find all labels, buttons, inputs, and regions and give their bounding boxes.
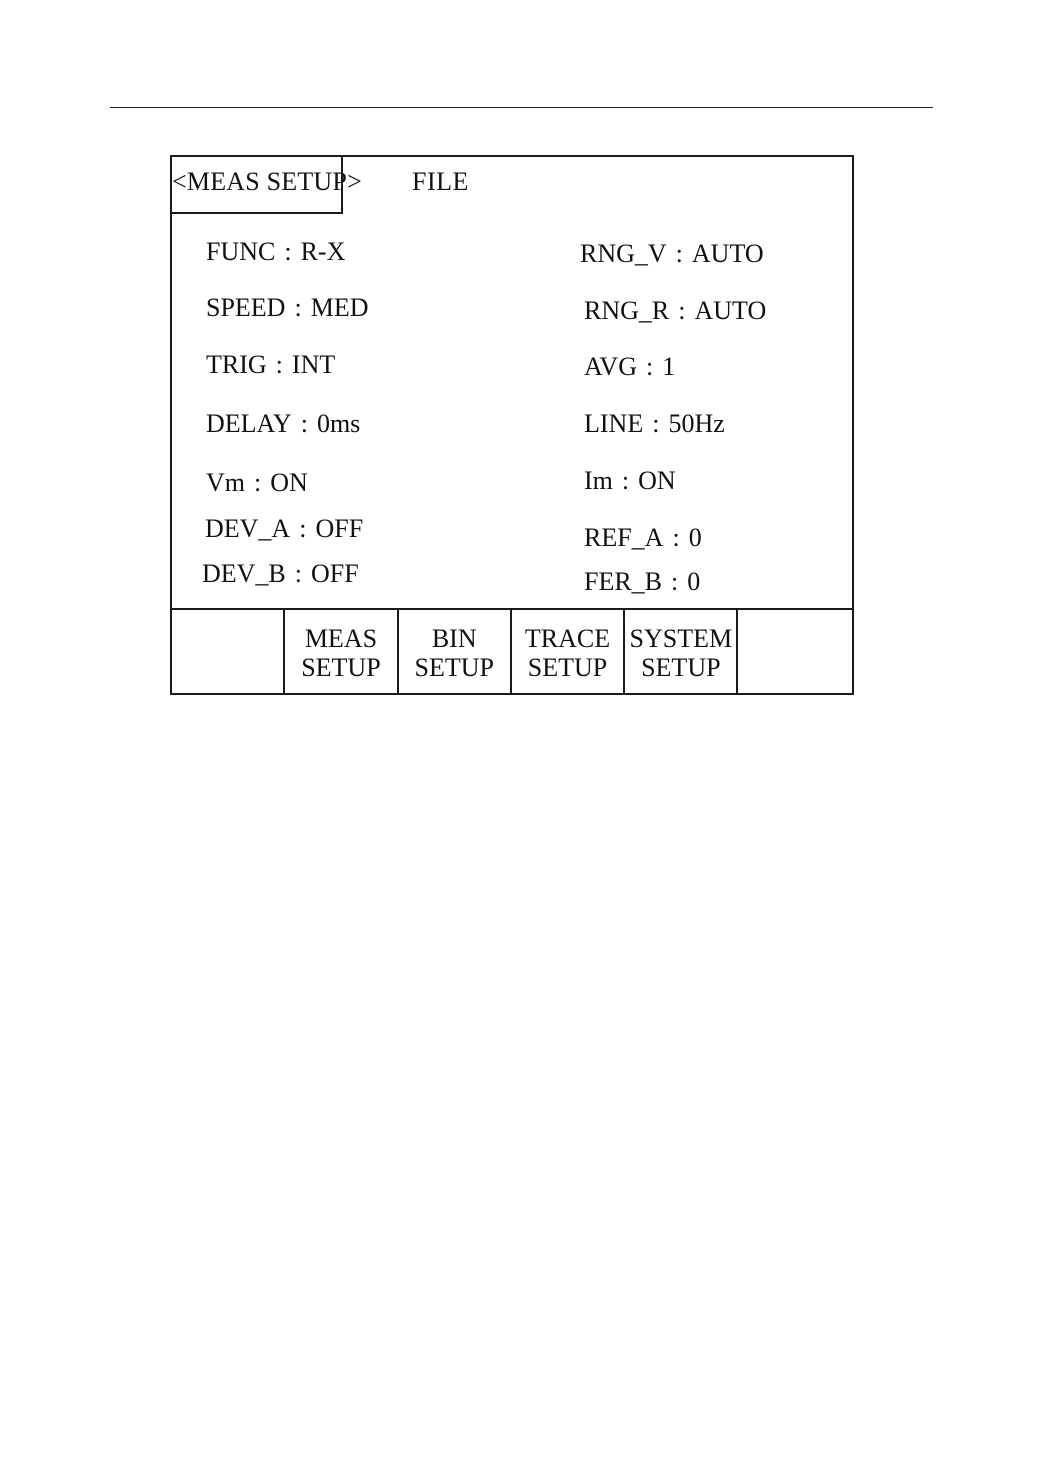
field-value: R-X xyxy=(300,237,346,266)
field-dev-a[interactable] xyxy=(205,514,363,544)
softkey-line1: SYSTEM xyxy=(629,623,733,653)
field-separator: : xyxy=(284,237,292,266)
field-label: DELAY xyxy=(206,409,292,438)
tab-left-bracket: < xyxy=(172,167,187,196)
tab-meas-setup[interactable] xyxy=(172,157,362,214)
field-label: SPEED xyxy=(206,293,286,322)
field-separator: : xyxy=(678,296,686,325)
softkey-meas-setup[interactable] xyxy=(285,610,398,695)
softkey-bin-setup[interactable] xyxy=(399,610,512,695)
field-ref-a[interactable] xyxy=(584,523,702,553)
softkey-line1: TRACE xyxy=(524,623,611,653)
field-func[interactable] xyxy=(206,237,345,267)
page-header-rule xyxy=(110,107,933,108)
softkey-line2: SETUP xyxy=(641,652,721,682)
field-value: OFF xyxy=(311,559,359,588)
field-rng-r[interactable] xyxy=(584,296,766,326)
field-value: 50Hz xyxy=(668,409,725,438)
field-separator: : xyxy=(672,523,680,552)
field-value: ON xyxy=(638,466,676,495)
field-separator: : xyxy=(671,567,679,596)
softkey-line1: BIN xyxy=(431,623,477,653)
field-delay[interactable] xyxy=(206,409,360,439)
softkey-1-blank[interactable] xyxy=(172,610,285,695)
field-value: ON xyxy=(270,468,308,497)
field-value: 0 xyxy=(687,567,701,596)
field-label: Im xyxy=(584,466,613,495)
field-value: 1 xyxy=(662,352,676,381)
instrument-screen xyxy=(170,155,854,695)
field-label: Vm xyxy=(206,468,245,497)
field-value: MED xyxy=(310,293,369,322)
field-avg[interactable] xyxy=(584,352,675,382)
field-rng-v[interactable] xyxy=(580,239,764,269)
softkey-system-setup[interactable] xyxy=(625,610,738,695)
field-separator: : xyxy=(294,293,302,322)
tab-right-bracket: > xyxy=(347,167,362,196)
field-label: AVG xyxy=(584,352,637,381)
field-separator: : xyxy=(254,468,262,497)
softkey-trace-setup[interactable] xyxy=(512,610,625,695)
field-value: AUTO xyxy=(694,296,767,325)
field-separator: : xyxy=(645,352,654,381)
softkey-line2: SETUP xyxy=(527,652,608,682)
field-dev-b[interactable] xyxy=(202,559,359,589)
softkey-line1: MEAS xyxy=(304,623,378,653)
softkey-bar xyxy=(172,608,852,695)
tab-meas-setup-label: MEAS SETUP xyxy=(186,167,348,196)
field-value: INT xyxy=(291,350,336,379)
field-label: LINE xyxy=(584,409,644,438)
field-trig[interactable] xyxy=(206,350,335,380)
field-separator: : xyxy=(621,466,630,495)
field-separator: : xyxy=(652,409,660,438)
field-vm[interactable] xyxy=(206,468,308,498)
field-label: DEV_B xyxy=(202,559,286,588)
field-label: FUNC xyxy=(206,237,276,266)
field-value: OFF xyxy=(315,514,364,543)
field-label: DEV_A xyxy=(205,514,291,543)
field-value: 0ms xyxy=(316,409,361,438)
softkey-6-blank[interactable] xyxy=(738,610,851,695)
field-separator: : xyxy=(675,239,683,268)
field-label: REF_A xyxy=(584,523,664,552)
softkey-line2: SETUP xyxy=(301,652,381,682)
field-separator: : xyxy=(294,559,303,588)
field-speed[interactable] xyxy=(206,293,368,323)
field-label: TRIG xyxy=(206,350,267,379)
field-value: 0 xyxy=(688,523,702,552)
field-label: FER_B xyxy=(584,567,663,596)
softkey-line2: SETUP xyxy=(414,652,494,682)
field-im[interactable] xyxy=(584,466,676,496)
field-separator: : xyxy=(275,350,283,379)
field-label: RNG_R xyxy=(584,296,670,325)
tab-file[interactable]: FILE xyxy=(412,167,469,196)
field-separator: : xyxy=(300,409,308,438)
field-fer-b[interactable] xyxy=(584,567,700,597)
field-value: AUTO xyxy=(691,239,764,268)
field-label: RNG_V xyxy=(580,239,667,268)
field-separator: : xyxy=(299,514,307,543)
field-line[interactable] xyxy=(584,409,725,439)
